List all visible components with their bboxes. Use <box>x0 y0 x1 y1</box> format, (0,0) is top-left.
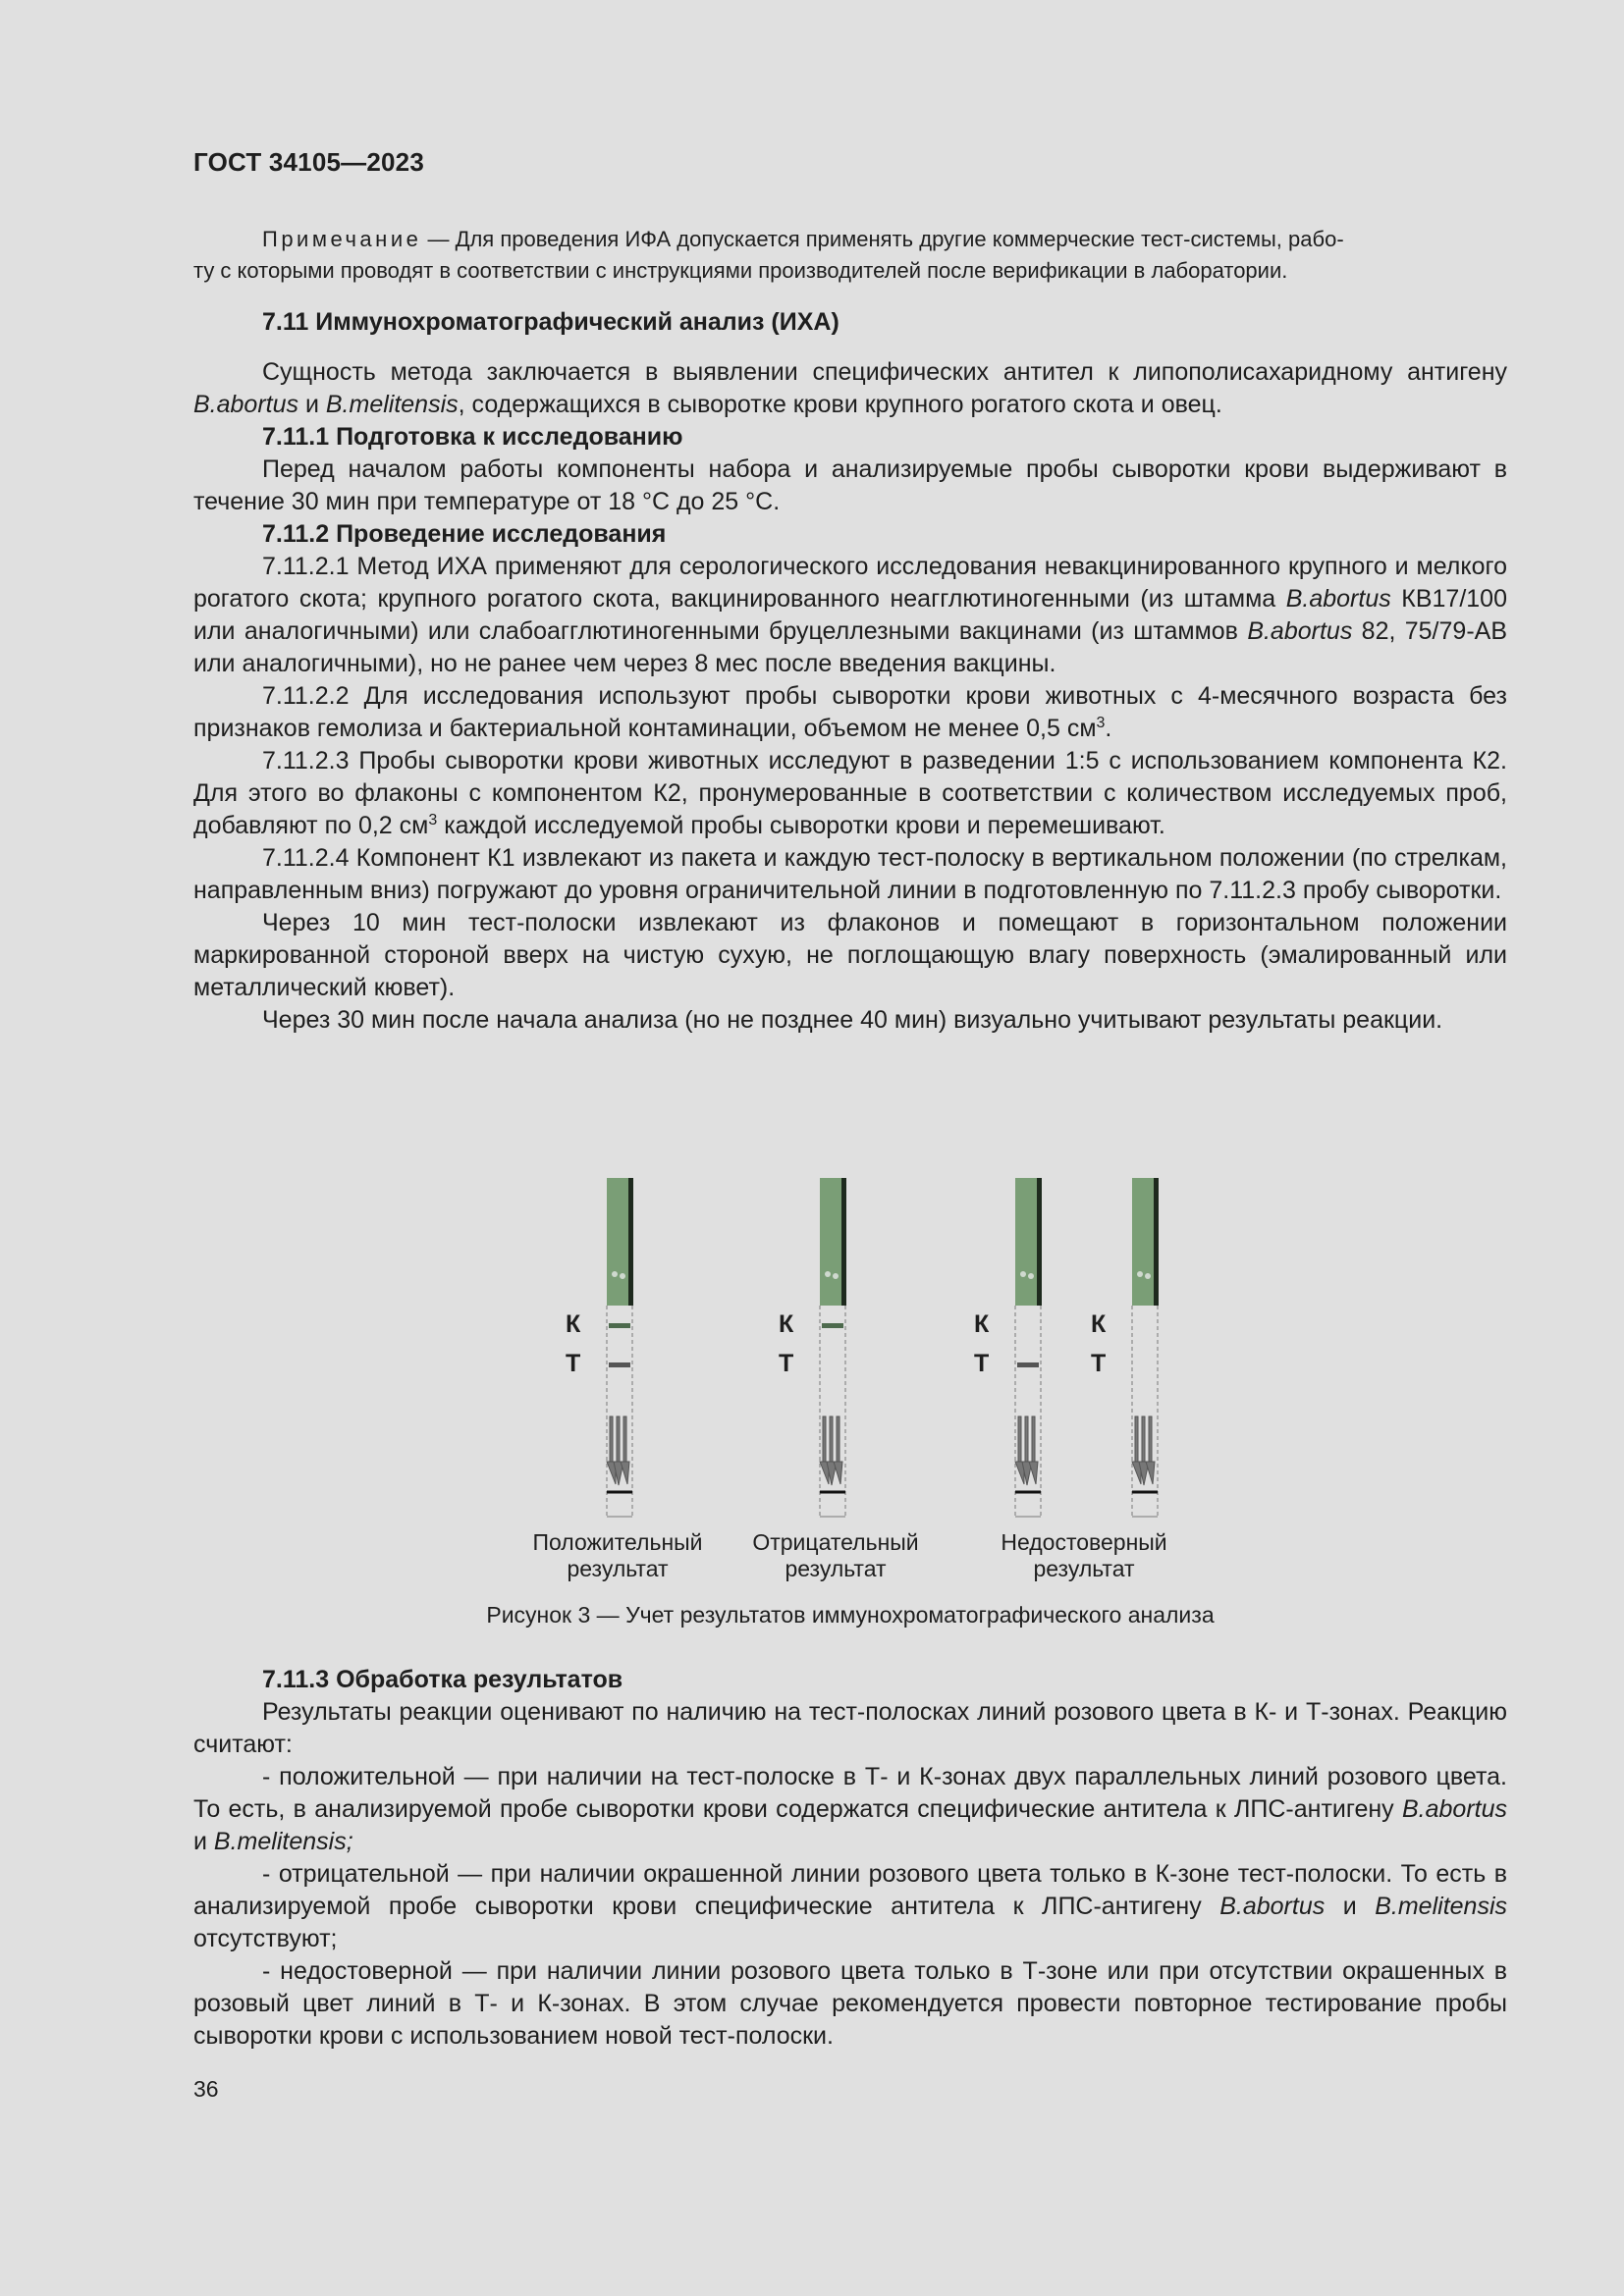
paragraph-positive: - положительной — при наличии на тест-полоске в Т- и К-зонах двух параллельных линий розового цвета. То есть, в анализируемой пробе сыворотки крови содержатся специфические антитела к ЛПС-антигену B.abortus и B.melitensis; <box>193 1763 1507 1855</box>
note-label: Примечание <box>262 227 422 251</box>
zone-t-label-4: Т <box>1091 1350 1107 1377</box>
strip-negative <box>820 1178 846 1517</box>
label-positive: Положительный результат <box>532 1529 703 1581</box>
paragraph-7-11-2-2: 7.11.2.2 Для исследования используют пробы сыворотки крови животных с 4-месячного возраста без признаков гемолиза и бактериальной контаминации, объемом не менее 0,5 $см^3$. <box>193 682 1507 742</box>
zone-t-label-2: Т <box>779 1350 794 1377</box>
section-7-11 <box>193 306 1507 1037</box>
label-negative: Отрицательный результат <box>752 1529 919 1581</box>
figure-caption: Рисунок 3 — Учет результатов иммунохроматографического анализа <box>486 1602 1215 1628</box>
heading-7-11-1: 7.11.1 Подготовка к исследованию <box>262 423 683 451</box>
strip-positive <box>607 1178 633 1517</box>
paragraph-7-11-2-1: 7.11.2.1 Метод ИХА применяют для серологического исследования невакцинированного крупного и мелкого рогатого скота; крупного рогатого скота, вакцинированного неагглютиногенными (из штамма B.abortus КВ17/100 или аналогичными) или слабоагглютиногенными бруцеллезными вакцинами (из штаммов B.abortus 82, 75/79-АВ или аналогичными), но не ранее чем через 8 мес после введения вакцины. <box>193 553 1507 677</box>
paragraph-results-intro: Результаты реакции оценивают по наличию на тест-полосках линий розового цвета в К- и Т-зонах. Реакцию считают: <box>193 1698 1507 1758</box>
document-header: ГОСТ 34105—2023 <box>193 147 424 177</box>
paragraph-preparation: Перед началом работы компоненты набора и анализируемые пробы сыворотки крови выдерживают в течение 30 мин при температуре от 18 °С до 25 °С. <box>193 455 1507 515</box>
paragraph-negative: - отрицательной — при наличии окрашенной линии розового цвета только в К-зоне тест-полоски. То есть в анализируемой пробе сыворотки крови специфические антитела к ЛПС-антигену B.abortus и B.melitensis отсутствуют; <box>193 1860 1507 1952</box>
test-strips-illustration <box>193 1173 1507 1585</box>
zone-k-label-4: К <box>1091 1310 1107 1338</box>
section-7-11-3 <box>193 1664 1507 2053</box>
paragraph-essence: Сущность метода заключается в выявлении специфических антител к липополисахаридному антигену B.abortus и B.melitensis, содержащихся в сыворотке крови крупного рогатого скота и овец. <box>193 358 1507 418</box>
strip-invalid-1 <box>1015 1178 1042 1517</box>
paragraph-7-11-2-4: 7.11.2.4 Компонент К1 извлекают из пакета и каждую тест-полоску в вертикальном положении (по стрелкам, направленным вниз) погружают до уровня ограничительной линии в подготовленную по 7.11.2.3 пробу сыворотки. <box>193 844 1507 904</box>
note-text-2: ту с которыми проводят в соответствии с инструкциями производителей после верификации в лаборатории. <box>193 258 1288 283</box>
strip-negative-k-line <box>822 1323 843 1328</box>
figure-3 <box>193 1173 1507 1634</box>
strip-positive-t-line <box>609 1362 630 1367</box>
heading-7-11: 7.11 Иммунохроматографический анализ (ИХА) <box>262 308 839 336</box>
zone-t-label-1: Т <box>566 1350 581 1377</box>
strip-invalid-1-t-line <box>1017 1362 1039 1367</box>
zone-k-label-1: К <box>566 1310 581 1338</box>
paragraph-reading: Через 30 мин после начала анализа (но не позднее 40 мин) визуально учитывают результаты реакции. <box>262 1006 1443 1034</box>
paragraph-invalid: - недостоверной — при наличии линии розового цвета только в Т-зоне или при отсутствии окрашенных в розовый цвет линий в Т- и К-зонах. В этом случае рекомендуется провести повторное тестирование пробы сыворотки крови с использованием новой тест-полоски. <box>193 1957 1507 2050</box>
paragraph-7-11-2-3: 7.11.2.3 Пробы сыворотки крови животных исследуют в разведении 1:5 с использованием компонента К2. Для этого во флаконы с компонентом К2, пронумерованные в соответствии с количеством исследуемых проб, добавляют по 0,2 $см^3$ каждой исследуемой пробы сыворотки крови и перемешивают. <box>193 747 1507 839</box>
zone-t-label-3: Т <box>974 1350 990 1377</box>
heading-7-11-2: 7.11.2 Проведение исследования <box>262 520 667 548</box>
note-text-1: — Для проведения ИФА допускается применять другие коммерческие тест-системы, рабо- <box>421 227 1344 251</box>
paragraph-removal: Через 10 мин тест-полоски извлекают из флаконов и помещают в горизонтальном положении маркированной стороной вверх на чистую сухую, не поглощающую влагу поверхность (эмалированный или металлический кювет). <box>193 909 1507 1001</box>
label-invalid: Недостоверный результат <box>1001 1529 1167 1581</box>
strip-invalid-2 <box>1132 1178 1159 1517</box>
heading-7-11-3: 7.11.3 Обработка результатов <box>262 1666 623 1693</box>
zone-k-label-2: К <box>779 1310 794 1338</box>
page-number: 36 <box>193 2076 219 2102</box>
note <box>193 224 1507 287</box>
zone-k-label-3: К <box>974 1310 990 1338</box>
strip-positive-k-line <box>609 1323 630 1328</box>
